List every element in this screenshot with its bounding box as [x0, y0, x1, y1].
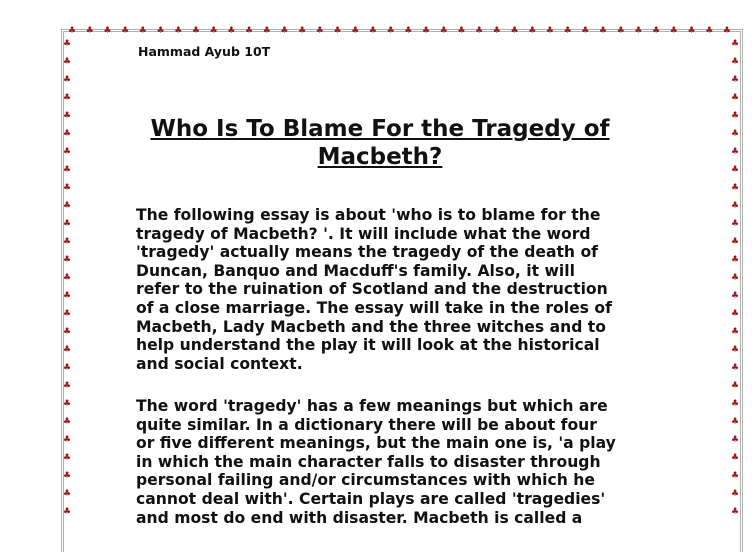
clover-ornament-icon: ♣ — [731, 255, 740, 265]
clover-ornament-icon: ♣ — [386, 26, 395, 36]
clover-ornament-icon: ♣ — [63, 453, 72, 463]
clover-ornament-icon: ♣ — [731, 453, 740, 463]
clover-ornament-icon: ♣ — [731, 75, 740, 85]
clover-ornament-icon: ♣ — [731, 363, 740, 373]
clover-ornament-icon: ♣ — [731, 435, 740, 445]
text-line: of a close marriage. The essay will take in the roles of — [136, 298, 612, 317]
clover-ornament-icon: ♣ — [492, 26, 501, 36]
clover-ornament-icon: ♣ — [731, 507, 740, 517]
clover-ornament-icon: ♣ — [687, 26, 696, 36]
clover-ornament-icon: ♣ — [652, 26, 661, 36]
paragraph-tragedy-definition — [136, 397, 616, 527]
clover-ornament-icon: ♣ — [439, 26, 448, 36]
clover-ornament-icon: ♣ — [63, 291, 72, 301]
clover-ornament-icon: ♣ — [63, 417, 72, 427]
clover-ornament-icon: ♣ — [705, 26, 714, 36]
clover-ornament-icon: ♣ — [121, 26, 130, 36]
clover-ornament-icon: ♣ — [63, 111, 72, 121]
text-line: tragedy of Macbeth? '. It will include what the word — [136, 224, 591, 243]
clover-ornament-icon: ♣ — [63, 255, 72, 265]
clover-ornament-icon: ♣ — [63, 57, 72, 67]
clover-ornament-icon: ♣ — [63, 39, 72, 49]
clover-ornament-icon: ♣ — [191, 26, 200, 36]
clover-ornament-icon: ♣ — [63, 489, 72, 499]
clover-ornament-icon: ♣ — [731, 291, 740, 301]
clover-ornament-icon: ♣ — [174, 26, 183, 36]
clover-ornament-icon: ♣ — [315, 26, 324, 36]
clover-ornament-icon: ♣ — [731, 219, 740, 229]
clover-ornament-icon: ♣ — [404, 26, 413, 36]
clover-ornament-icon: ♣ — [563, 26, 572, 36]
clover-ornament-icon: ♣ — [731, 345, 740, 355]
text-line: Macbeth, Lady Macbeth and the three witches and to — [136, 317, 606, 336]
clover-ornament-icon: ♣ — [298, 26, 307, 36]
clover-ornament-icon: ♣ — [731, 273, 740, 283]
clover-ornament-icon: ♣ — [731, 381, 740, 391]
clover-ornament-icon: ♣ — [63, 363, 72, 373]
clover-ornament-icon: ♣ — [545, 26, 554, 36]
text-line: and most do end with disaster. Macbeth is called a — [136, 508, 583, 527]
clover-ornament-icon: ♣ — [731, 417, 740, 427]
text-line: and social context. — [136, 354, 303, 373]
clover-ornament-icon: ♣ — [731, 165, 740, 175]
text-line: The following essay is about 'who is to blame for the — [136, 206, 601, 224]
clover-ornament-icon: ♣ — [63, 345, 72, 355]
text-line: The word 'tragedy' has a few meanings but which are — [136, 397, 608, 415]
clover-ornament-icon: ♣ — [103, 26, 112, 36]
clover-ornament-icon: ♣ — [63, 327, 72, 337]
clover-ornament-icon: ♣ — [63, 201, 72, 211]
clover-ornament-icon: ♣ — [669, 26, 678, 36]
clover-ornament-icon: ♣ — [722, 26, 731, 36]
title-line: Macbeth? — [317, 144, 443, 170]
clover-ornament-icon: ♣ — [422, 26, 431, 36]
clover-ornament-icon: ♣ — [731, 489, 740, 499]
clover-ornament-icon: ♣ — [731, 57, 740, 67]
clover-ornament-icon: ♣ — [528, 26, 537, 36]
clover-ornament-icon: ♣ — [475, 26, 484, 36]
clover-ornament-icon: ♣ — [731, 201, 740, 211]
clover-ornament-icon: ♣ — [63, 399, 72, 409]
clover-ornament-icon: ♣ — [731, 39, 740, 49]
clover-ornament-icon: ♣ — [63, 129, 72, 139]
clover-ornament-icon: ♣ — [731, 327, 740, 337]
clover-ornament-icon: ♣ — [63, 165, 72, 175]
author-name: Hammad Ayub 10T — [138, 44, 271, 59]
clover-ornament-icon: ♣ — [63, 183, 72, 193]
clover-ornament-icon: ♣ — [209, 26, 218, 36]
text-line: Duncan, Banquo and Macduff's family. Also, it will — [136, 261, 575, 280]
clover-ornament-icon: ♣ — [634, 26, 643, 36]
text-line: refer to the ruination of Scotland and the destruction — [136, 280, 608, 299]
clover-ornament-icon: ♣ — [368, 26, 377, 36]
clover-ornament-icon: ♣ — [731, 93, 740, 103]
clover-ornament-icon: ♣ — [262, 26, 271, 36]
clover-ornament-icon: ♣ — [581, 26, 590, 36]
clover-ornament-icon: ♣ — [731, 237, 740, 247]
clover-ornament-icon: ♣ — [156, 26, 165, 36]
clover-ornament-icon: ♣ — [63, 75, 72, 85]
clover-ornament-icon: ♣ — [63, 471, 72, 481]
text-line: personal failing and/or circumstances with which he — [136, 471, 595, 490]
paragraph-intro — [136, 206, 612, 373]
clover-ornament-icon: ♣ — [616, 26, 625, 36]
text-line: quite similar. In a dictionary there will be about four — [136, 415, 597, 434]
clover-ornament-icon: ♣ — [63, 435, 72, 445]
clover-ornament-icon: ♣ — [63, 237, 72, 247]
clover-ornament-icon: ♣ — [457, 26, 466, 36]
clover-ornament-icon: ♣ — [63, 147, 72, 157]
clover-ornament-icon: ♣ — [63, 309, 72, 319]
clover-ornament-icon: ♣ — [280, 26, 289, 36]
clover-ornament-icon: ♣ — [68, 26, 77, 36]
clover-ornament-icon: ♣ — [63, 273, 72, 283]
clover-ornament-icon: ♣ — [227, 26, 236, 36]
clover-ornament-icon: ♣ — [731, 471, 740, 481]
clover-ornament-icon: ♣ — [63, 93, 72, 103]
clover-ornament-icon: ♣ — [731, 183, 740, 193]
clover-ornament-icon: ♣ — [351, 26, 360, 36]
clover-ornament-icon: ♣ — [731, 309, 740, 319]
clover-ornament-icon: ♣ — [731, 129, 740, 139]
clover-ornament-icon: ♣ — [333, 26, 342, 36]
text-line: or five different meanings, but the main one is, 'a play — [136, 434, 616, 453]
essay-title — [120, 115, 640, 171]
clover-ornament-icon: ♣ — [63, 219, 72, 229]
text-line: in which the main character falls to disaster through — [136, 452, 601, 471]
clover-ornament-icon: ♣ — [731, 147, 740, 157]
text-line: help understand the play it will look at the historical — [136, 336, 600, 355]
clover-ornament-icon: ♣ — [85, 26, 94, 36]
clover-ornament-icon: ♣ — [63, 507, 72, 517]
clover-ornament-icon: ♣ — [731, 111, 740, 121]
clover-ornament-icon: ♣ — [731, 399, 740, 409]
text-line: 'tragedy' actually means the tragedy of the death of — [136, 243, 598, 262]
clover-ornament-icon: ♣ — [245, 26, 254, 36]
text-line: cannot deal with'. Certain plays are called 'tragedies' — [136, 489, 606, 508]
clover-ornament-icon: ♣ — [63, 381, 72, 391]
title-line: Who Is To Blame For the Tragedy of — [150, 116, 610, 142]
clover-ornament-icon: ♣ — [138, 26, 147, 36]
clover-ornament-icon: ♣ — [599, 26, 608, 36]
clover-ornament-icon: ♣ — [510, 26, 519, 36]
